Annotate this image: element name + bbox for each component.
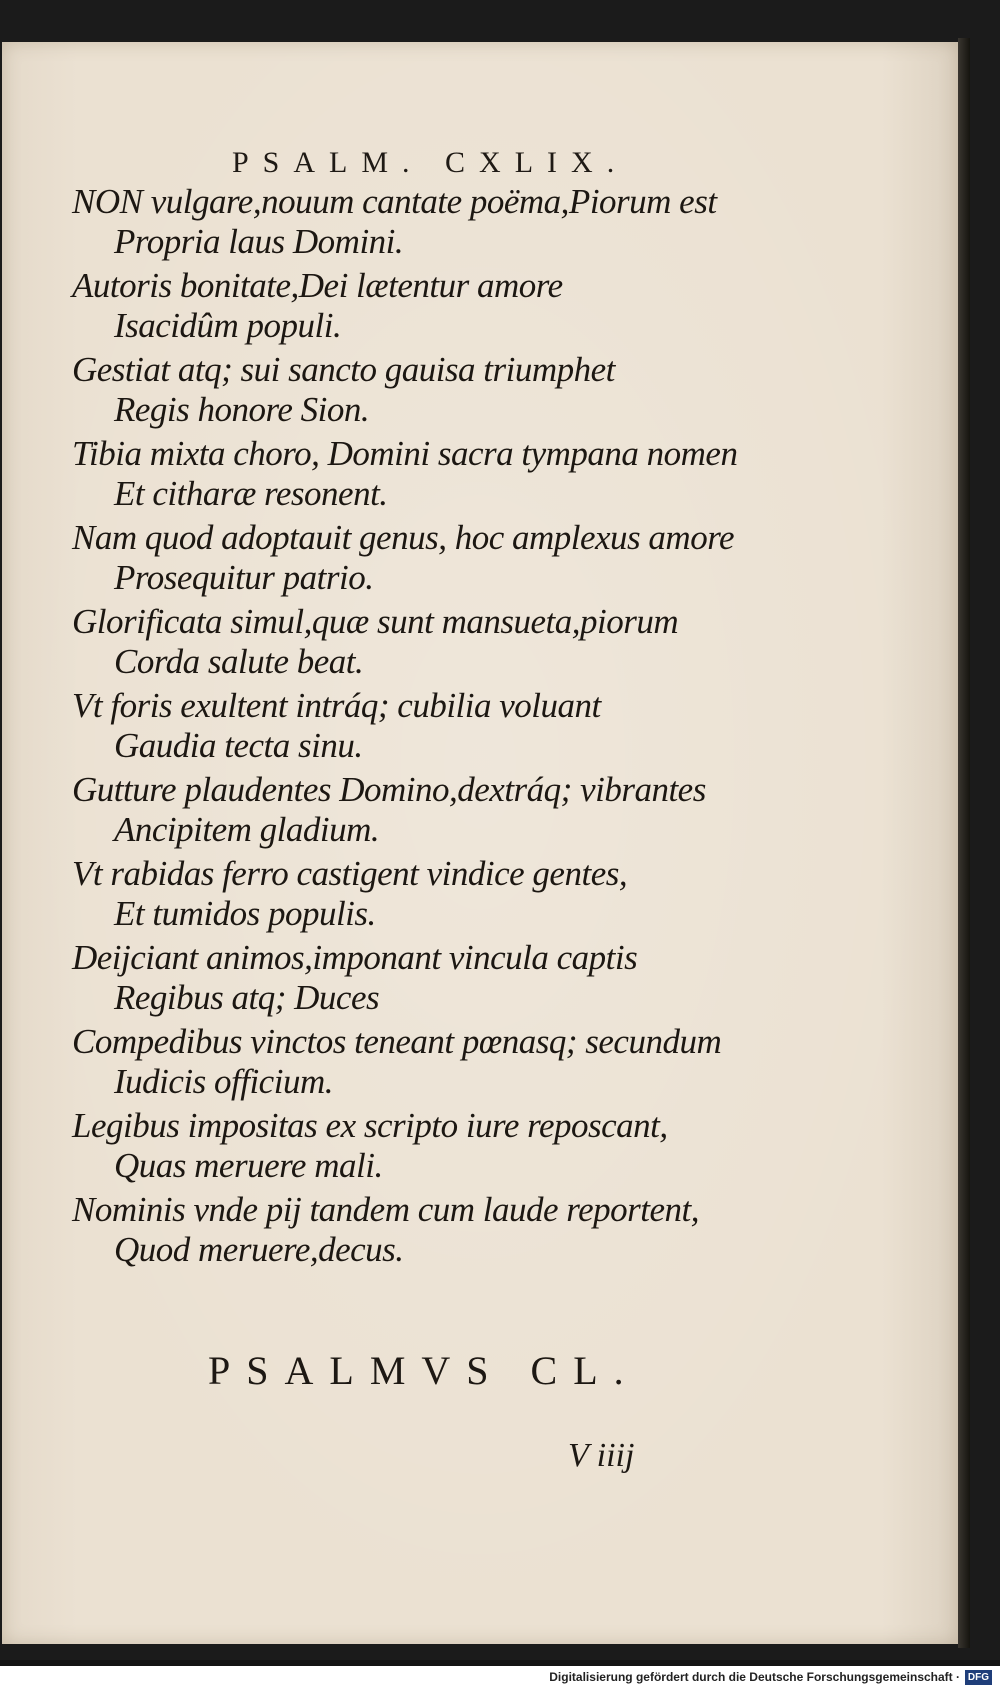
poem-line: Quod meruere,decus. — [114, 1230, 404, 1269]
poem-line: Prosequitur patrio. — [114, 558, 374, 597]
poem-line: Quas meruere mali. — [114, 1146, 383, 1185]
poem-line: Compedibus vinctos teneant pœnasq; secundum — [72, 1022, 722, 1061]
poem-line: Nominis vnde pij tandem cum laude reportent, — [72, 1190, 700, 1229]
running-head: PSALM. CXLIX. — [232, 146, 629, 179]
signature-mark: V iiij — [568, 1437, 635, 1474]
poem-line: Corda salute beat. — [114, 642, 364, 681]
poem-line: Gaudia tecta sinu. — [114, 726, 363, 765]
poem-line: Autoris bonitate,Dei lætentur amore — [72, 266, 563, 305]
poem-line: Ancipitem gladium. — [114, 810, 380, 849]
poem-line: Gutture plaudentes Domino,dextráq; vibrantes — [72, 770, 706, 809]
footer-credit: Digitalisierung gefördert durch die Deutsche Forschungsgemeinschaft · — [549, 1670, 960, 1684]
poem-line: Isacidûm populi. — [114, 306, 342, 345]
poem-line: Et citharæ resonent. — [114, 474, 388, 513]
footer-bar — [0, 1666, 1000, 1691]
poem-line: Et tumidos populis. — [114, 894, 376, 933]
poem-line: Legibus impositas ex scripto iure reposcant, — [72, 1106, 668, 1145]
poem-line: Vt foris exultent intráq; cubilia voluant — [72, 686, 601, 725]
page-edge — [958, 38, 970, 1648]
poem-line: Regis honore Sion. — [114, 390, 370, 429]
poem-line: Gestiat atq; sui sancto gauisa triumphet — [72, 350, 615, 389]
next-psalm-title: PSALMVS CL. — [208, 1348, 640, 1393]
poem-line: Glorificata simul,quæ sunt mansueta,piorum — [72, 602, 679, 641]
poem-line: Tibia mixta choro, Domini sacra tympana nomen — [72, 434, 738, 473]
poem-line: Nam quod adoptauit genus, hoc amplexus amore — [72, 518, 735, 557]
poem-line: Regibus atq; Duces — [114, 978, 380, 1017]
poem-line: Propria laus Domini. — [114, 222, 404, 261]
poem-line: Deijciant animos,imponant vincula captis — [72, 938, 638, 977]
poem-line: NON vulgare,nouum cantate poëma,Piorum est — [72, 182, 717, 221]
dfg-logo: DFG — [965, 1670, 992, 1685]
poem-line: Vt rabidas ferro castigent vindice gentes, — [72, 854, 628, 893]
book-page — [2, 42, 958, 1644]
poem-line: Iudicis officium. — [114, 1062, 333, 1101]
